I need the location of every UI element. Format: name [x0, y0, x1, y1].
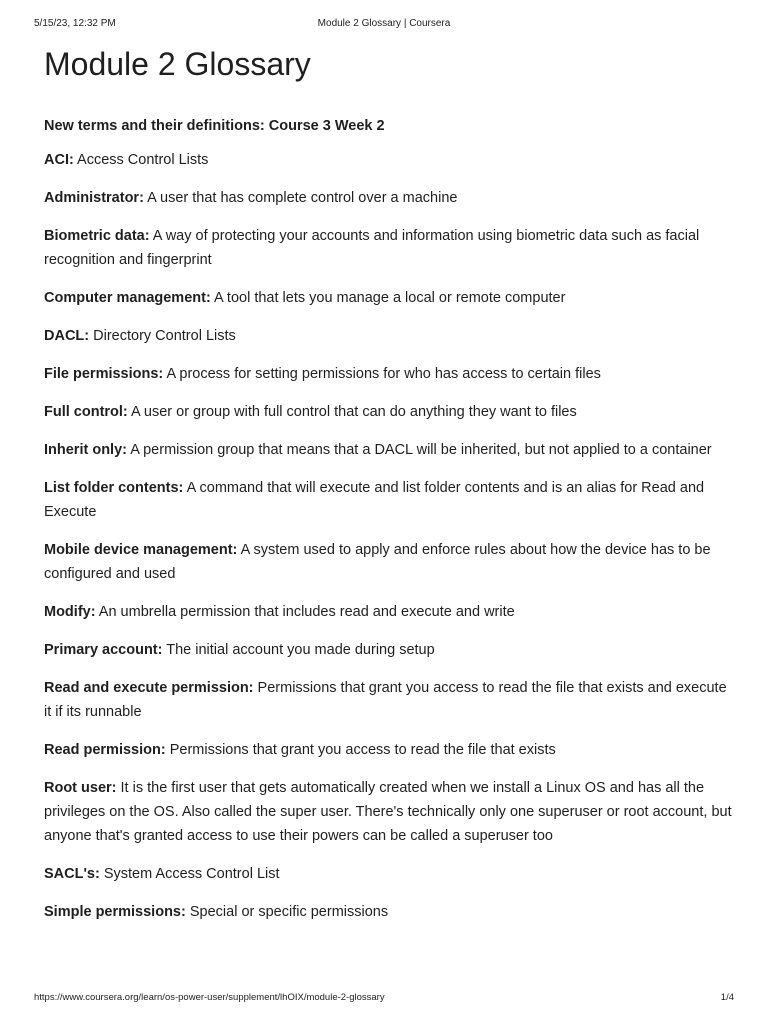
glossary-entry [44, 776, 734, 848]
page-number: 1/4 [720, 992, 734, 1003]
glossary-entry [44, 224, 734, 272]
glossary-entry [44, 538, 734, 586]
term-definition: A system used to apply and enforce rules about how the device has to be configured and used [44, 542, 711, 582]
glossary-entry [44, 324, 734, 348]
term-definition: A user that has complete control over a machine [147, 190, 458, 206]
term-list [44, 148, 734, 924]
term-definition: Directory Control Lists [93, 328, 236, 344]
glossary-entry [44, 362, 734, 386]
term-definition: An umbrella permission that includes read and execute and write [98, 604, 515, 620]
term-definition: Permissions that grant you access to read the file that exists and execute it if its runnable [44, 680, 727, 720]
term-name: Simple permissions: [44, 904, 186, 920]
glossary-entry [44, 476, 734, 524]
glossary-content [44, 44, 734, 924]
term-name: Mobile device management: [44, 542, 238, 558]
glossary-intro: New terms and their definitions: Course 3 Week 2 [44, 118, 385, 134]
page-title: Module 2 Glossary [44, 46, 311, 82]
term-name: Computer management: [44, 290, 211, 306]
glossary-entry [44, 862, 734, 886]
term-name: Modify: [44, 604, 96, 620]
glossary-entry [44, 186, 734, 210]
glossary-entry [44, 148, 734, 172]
print-date: 5/15/23, 12:32 PM [34, 18, 116, 29]
term-name: Read permission: [44, 742, 166, 758]
term-definition: A process for setting permissions for who has access to certain files [166, 366, 601, 382]
term-definition: System Access Control List [103, 866, 280, 882]
glossary-entry [44, 400, 734, 424]
term-name: List folder contents: [44, 480, 184, 496]
glossary-entry [44, 900, 734, 924]
term-definition: A tool that lets you manage a local or remote computer [214, 290, 566, 306]
term-name: File permissions: [44, 366, 164, 382]
term-definition: Special or specific permissions [189, 904, 389, 920]
page-url: https://www.coursera.org/learn/os-power-user/supplement/lhOIX/module-2-glossary [34, 992, 385, 1003]
glossary-entry [44, 438, 734, 462]
term-name: Administrator: [44, 190, 144, 206]
term-definition: The initial account you made during setup [166, 642, 435, 658]
term-name: Full control: [44, 404, 128, 420]
term-name: DACL: [44, 328, 90, 344]
term-definition: A user or group with full control that can do anything they want to files [131, 404, 577, 420]
term-name: Biometric data: [44, 228, 150, 244]
term-name: ACI: [44, 152, 74, 168]
print-header [34, 18, 734, 32]
term-name: SACL's: [44, 866, 100, 882]
term-name: Primary account: [44, 642, 163, 658]
term-name: Inherit only: [44, 442, 127, 458]
glossary-entry [44, 676, 734, 724]
print-footer [34, 992, 734, 1006]
glossary-entry [44, 638, 734, 662]
term-name: Root user: [44, 780, 117, 796]
term-definition: It is the first user that gets automatically created when we install a Linux OS and has all the privileges on the OS. Also called the super user. There's technically only one superuser or root account, but anyone that's granted access to use their powers can be called a superuser too [44, 780, 732, 844]
term-definition: A permission group that means that a DACL will be inherited, but not applied to a container [130, 442, 712, 458]
term-definition: Permissions that grant you access to read the file that exists [169, 742, 556, 758]
term-name: Read and execute permission: [44, 680, 254, 696]
print-page-title: Module 2 Glossary | Coursera [317, 18, 451, 29]
term-definition: A way of protecting your accounts and information using biometric data such as facial recognition and fingerprint [44, 228, 700, 268]
glossary-entry [44, 600, 734, 624]
glossary-entry [44, 286, 734, 310]
term-definition: Access Control Lists [77, 152, 209, 168]
glossary-entry [44, 738, 734, 762]
term-definition: A command that will execute and list folder contents and is an alias for Read and Execute [44, 480, 705, 520]
